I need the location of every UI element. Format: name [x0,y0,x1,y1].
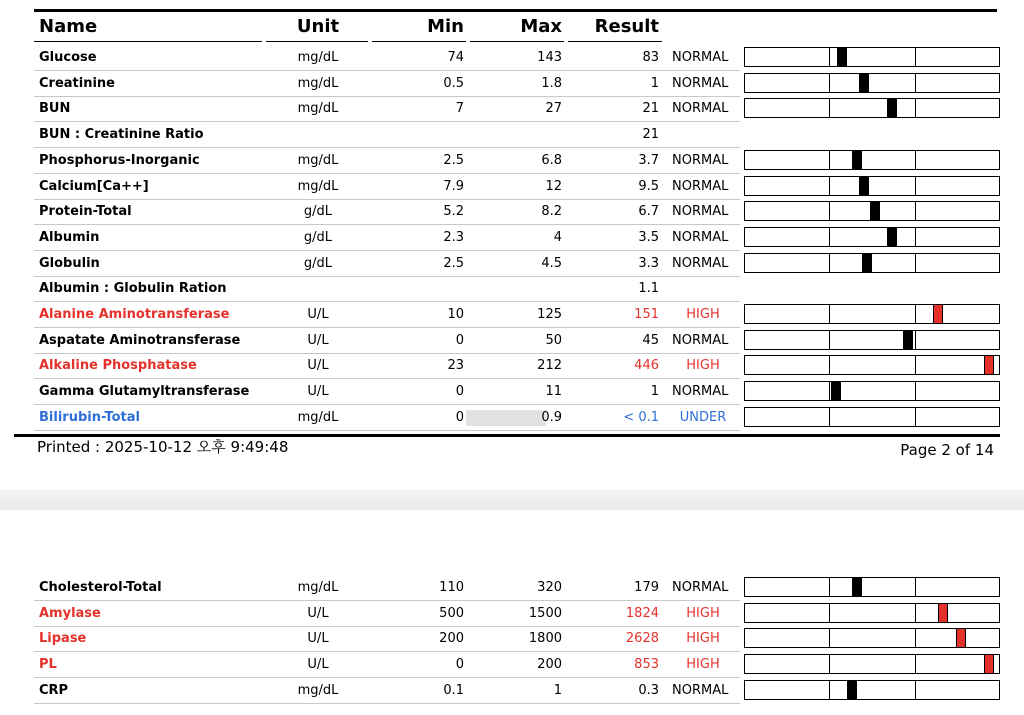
result-marker [831,382,841,400]
result-marker [956,629,966,647]
test-name: Lipase [39,631,87,647]
reference-min: 0 [455,384,464,400]
printed-timestamp: Printed : 2025-10-12 오후 9:49:48 [37,438,289,456]
range-low-divider [829,305,830,323]
status-flag: NORMAL [672,50,729,65]
test-unit: U/L [307,332,329,348]
status-flag: HIGH [686,657,720,673]
header-name: Name [39,16,98,37]
row-divider [34,703,740,704]
test-name: Bilirubin-Total [39,409,140,425]
range-low-divider [829,74,830,92]
result-marker [984,356,994,374]
range-high-divider [915,356,916,374]
reference-min: 2.5 [443,152,464,168]
reference-max [470,122,562,148]
range-low-divider [829,356,830,374]
range-high-divider [915,228,916,246]
range-low-divider [829,655,830,673]
range-indicator-bar [744,201,1000,221]
table-row [0,225,1024,251]
table-row [0,328,1024,354]
table-row [0,45,1024,71]
page-break [0,490,1024,510]
test-name: Aspatate Aminotransferase [39,332,241,348]
table-row [0,601,1024,627]
header-max: Max [520,16,562,37]
test-unit: U/L [307,657,329,673]
range-indicator-bar [744,73,1000,93]
test-name: Amylase [39,605,101,621]
test-name: Gamma Glutamyltransferase [39,384,250,400]
result-value: 1824 [625,605,659,621]
range-indicator-bar [744,381,1000,401]
header-rule-min [372,41,466,42]
range-indicator-bar [744,355,1000,375]
reference-max: 1.8 [541,75,562,91]
test-unit [268,276,368,302]
status-flag: NORMAL [672,229,729,245]
test-name: Albumin [39,229,100,245]
range-indicator-bar [744,304,1000,324]
test-unit: g/dL [303,204,333,220]
reference-max: 50 [545,332,562,348]
reference-max: 0.9 [541,409,562,425]
range-indicator-bar [744,407,1000,427]
test-unit: g/dL [303,229,333,245]
status-flag: NORMAL [672,178,729,194]
result-value: < 0.1 [623,409,659,425]
range-low-divider [829,151,830,169]
table-row [0,626,1024,652]
reference-max: 27 [545,101,562,117]
range-indicator-bar [744,150,1000,170]
range-indicator-bar [744,330,1000,350]
range-indicator-bar [744,47,1000,67]
status-flag: NORMAL [672,204,729,220]
range-low-divider [829,629,830,647]
result-value: 3.7 [638,152,659,168]
result-value: 2628 [625,631,659,647]
range-indicator-bar [744,680,1000,700]
range-high-divider [915,177,916,195]
range-indicator-bar [744,577,1000,597]
range-indicator-bar [744,628,1000,648]
range-low-divider [829,408,830,426]
result-value: 21 [642,127,659,143]
header-rule-unit [266,41,368,42]
result-value: 1 [650,75,659,91]
status-flag: NORMAL [672,255,729,271]
test-unit: mg/dL [297,178,339,194]
table-row [0,199,1024,225]
range-low-divider [829,604,830,622]
reference-min: 0.5 [443,75,464,91]
table-row [0,353,1024,379]
header-min: Min [427,16,464,37]
result-marker [933,305,943,323]
reference-min: 10 [447,307,464,322]
range-indicator-bar [744,654,1000,674]
reference-min: 0 [455,409,464,425]
result-marker [870,202,880,220]
range-high-divider [915,202,916,220]
test-unit: mg/dL [297,50,339,65]
test-name: Globulin [39,255,100,271]
range-low-divider [829,228,830,246]
status-flag: HIGH [686,307,720,322]
range-high-divider [915,629,916,647]
reference-min: 2.3 [443,229,464,245]
reference-max: 1500 [528,605,562,621]
status-flag: NORMAL [672,101,729,117]
reference-min: 5.2 [443,204,464,220]
result-marker [887,99,897,117]
test-unit: mg/dL [297,101,339,117]
reference-min: 500 [439,605,464,621]
reference-max: 8.2 [541,204,562,220]
range-high-divider [915,151,916,169]
test-unit: U/L [307,358,329,374]
range-high-divider [915,331,916,349]
test-name: Albumin : Globulin Ration [39,281,227,297]
reference-min: 0 [455,657,464,673]
status-flag: UNDER [679,409,727,425]
header-rule-max [470,41,564,42]
reference-min: 23 [447,358,464,374]
range-low-divider [829,177,830,195]
test-name: Calcium[Ca++] [39,178,149,194]
result-value: 1 [650,384,659,400]
range-low-divider [829,681,830,699]
test-name: PL [39,657,57,673]
header-rule-name [34,41,262,42]
test-unit: mg/dL [297,75,339,91]
reference-min: 7 [455,101,464,117]
range-low-divider [829,382,830,400]
result-value: 151 [634,307,659,322]
reference-max: 125 [537,307,562,322]
result-marker [984,655,994,673]
result-marker [903,331,913,349]
test-unit: U/L [307,631,329,647]
table-row [0,251,1024,277]
range-indicator-bar [744,603,1000,623]
reference-max: 1 [553,682,562,698]
status-flag [672,276,734,302]
result-value: 3.5 [638,229,659,245]
range-high-divider [915,74,916,92]
range-low-divider [829,202,830,220]
test-name: BUN : Creatinine Ratio [39,127,204,143]
range-low-divider [829,254,830,272]
reference-min: 110 [439,580,464,595]
header-unit: Unit [296,16,340,37]
range-indicator-bar [744,227,1000,247]
range-high-divider [915,578,916,596]
table-row [0,302,1024,328]
reference-min: 2.5 [443,255,464,271]
test-unit: g/dL [303,255,333,271]
header-result: Result [594,16,659,37]
table-row [0,379,1024,405]
status-flag: NORMAL [672,580,729,595]
test-unit: U/L [307,384,329,400]
reference-max: 12 [545,178,562,194]
result-marker [859,74,869,92]
reference-max: 4 [553,229,562,245]
status-flag: NORMAL [672,332,729,348]
status-flag [672,122,734,148]
status-flag: NORMAL [672,152,729,168]
range-high-divider [915,681,916,699]
result-value: 6.7 [638,204,659,220]
range-indicator-bar [744,253,1000,273]
result-value: 0.3 [638,682,659,698]
range-high-divider [915,254,916,272]
table-row [0,276,1024,302]
result-value: 3.3 [638,255,659,271]
status-flag: NORMAL [672,384,729,400]
range-indicator-bar [744,98,1000,118]
table-row [0,122,1024,148]
result-marker [847,681,857,699]
table-row [0,96,1024,122]
report-page-next [0,510,1024,715]
reference-min: 74 [447,50,464,65]
reference-min: 200 [439,631,464,647]
result-value: 446 [634,358,659,374]
reference-max: 1800 [528,631,562,647]
test-unit: mg/dL [297,580,339,595]
table-row [0,405,1024,431]
result-value: 21 [642,101,659,117]
reference-min [370,122,464,148]
result-marker [852,578,862,596]
test-unit: mg/dL [297,152,339,168]
status-flag: NORMAL [672,75,729,91]
reference-min: 0.1 [443,682,464,698]
status-flag: HIGH [686,358,720,374]
test-name: Cholesterol-Total [39,580,162,595]
range-low-divider [829,331,830,349]
status-flag: NORMAL [672,682,729,698]
result-marker [862,254,872,272]
range-low-divider [829,48,830,66]
reference-max [470,276,562,302]
status-flag: HIGH [686,605,720,621]
result-marker [859,177,869,195]
reference-max: 6.8 [541,152,562,168]
reference-max: 11 [545,384,562,400]
reference-max: 212 [537,358,562,374]
table-row [0,678,1024,704]
range-high-divider [915,305,916,323]
test-name: BUN [39,101,71,117]
range-high-divider [915,604,916,622]
reference-max: 200 [537,657,562,673]
table-row [0,71,1024,97]
result-marker [938,604,948,622]
test-name: Alanine Aminotransferase [39,307,230,322]
test-name: Creatinine [39,75,115,91]
reference-max: 320 [537,580,562,595]
table-row [0,575,1024,601]
status-flag: HIGH [686,631,720,647]
test-unit: U/L [307,605,329,621]
result-value: 179 [634,580,659,595]
result-value: 1.1 [638,281,659,297]
result-value: 853 [634,657,659,673]
result-value: 45 [642,332,659,348]
range-high-divider [915,408,916,426]
test-name: Protein-Total [39,204,132,220]
range-high-divider [915,99,916,117]
range-indicator-bar [744,176,1000,196]
test-name: Alkaline Phosphatase [39,358,197,374]
reference-max: 4.5 [541,255,562,271]
test-name: Glucose [39,50,97,65]
table-row [0,652,1024,678]
test-name: Phosphorus-Inorganic [39,152,200,168]
table-top-rule [34,9,997,12]
test-unit: mg/dL [297,682,339,698]
result-marker [887,228,897,246]
range-low-divider [829,578,830,596]
test-unit: U/L [307,307,329,322]
range-high-divider [915,48,916,66]
header-rule-result [568,41,662,42]
reference-min: 7.9 [443,178,464,194]
row-divider [34,430,740,431]
range-low-divider [829,99,830,117]
reference-max: 143 [537,50,562,65]
test-name: CRP [39,682,69,698]
test-unit [268,122,368,148]
reference-min: 0 [455,332,464,348]
result-value: 83 [642,50,659,65]
table-row [0,148,1024,174]
page-number: Page 2 of 14 [900,441,994,459]
reference-min [370,276,464,302]
result-value: 9.5 [638,178,659,194]
test-unit: mg/dL [297,409,339,425]
result-marker [852,151,862,169]
range-high-divider [915,655,916,673]
range-high-divider [915,382,916,400]
result-marker [837,48,847,66]
table-row [0,174,1024,200]
